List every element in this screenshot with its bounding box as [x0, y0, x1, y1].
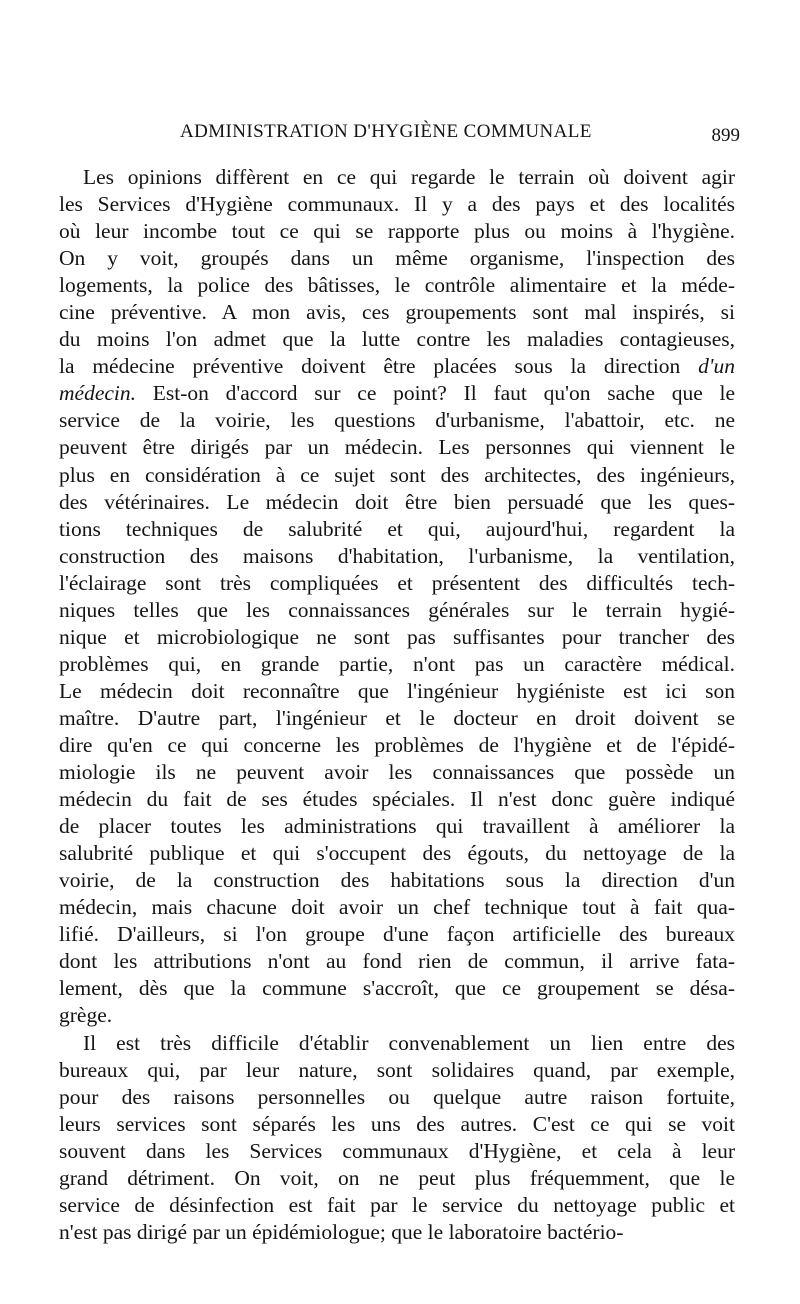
text-segment: cine préventive. A mon avis, ces groupements sont mal inspirés, si — [59, 300, 735, 325]
text-segment: construction des maisons d'habitation, l'urbanisme, la ventilation, — [59, 543, 735, 568]
text-line — [59, 570, 735, 597]
text-segment: Est-on d'accord sur ce point? Il faut qu'on sache que le — [136, 381, 735, 406]
text-segment: médecin, mais chacune doit avoir un chef technique tout à fait qua- — [59, 895, 735, 920]
text-segment: où leur incombe tout ce qui se rapporte plus ou moins à l'hygiène. — [59, 219, 735, 244]
text-segment: du moins l'on admet que la lutte contre les maladies contagieuses, — [59, 327, 735, 352]
text-line — [59, 326, 735, 353]
text-line — [59, 786, 735, 813]
text-line — [59, 516, 735, 543]
paragraph — [59, 164, 735, 1030]
text-segment: plus en considération à ce sujet sont des architectes, des ingénieurs, — [59, 462, 735, 487]
text-segment: lement, dès que la commune s'accroît, que ce groupement se désa- — [59, 976, 735, 1001]
text-line — [59, 1084, 735, 1111]
text-segment: dire qu'en ce qui concerne les problèmes de l'hygiène et de l'épidé- — [59, 732, 735, 757]
text-segment: salubrité publique et qui s'occupent des égouts, du nettoyage de la — [59, 841, 735, 866]
text-line — [59, 705, 735, 732]
text-segment: médecin du fait de ses études spéciales. Il n'est donc guère indiqué — [59, 787, 735, 812]
text-line — [59, 191, 735, 218]
text-line — [59, 651, 735, 678]
text-segment: logements, la police des bâtisses, le contrôle alimentaire et la méde- — [59, 273, 735, 298]
page-number: 899 — [711, 125, 740, 146]
text-line — [59, 867, 735, 894]
text-line — [59, 678, 735, 705]
text-segment: grège. — [59, 1003, 113, 1028]
text-line — [59, 813, 735, 840]
text-line — [59, 1057, 735, 1084]
text-segment: service de désinfection est fait par le service du nettoyage public et — [59, 1192, 735, 1217]
text-line — [59, 489, 735, 516]
text-segment: nique et microbiologique ne sont pas suffisantes pour trancher des — [59, 624, 735, 649]
text-segment: niques telles que les connaissances générales sur le terrain hygié- — [59, 597, 735, 622]
text-segment: Il est très difficile d'établir convenablement un lien entre des — [83, 1030, 735, 1055]
text-segment: pour des raisons personnelles ou quelque autre raison fortuite, — [59, 1084, 735, 1109]
text-line — [59, 1030, 735, 1057]
text-segment: n'est pas dirigé par un épidémiologue; que le laboratoire bactério- — [59, 1219, 624, 1244]
text-segment: service de la voirie, les questions d'urbanisme, l'abattoir, etc. ne — [59, 408, 735, 433]
text-segment: Les opinions diffèrent en ce qui regarde le terrain où doivent agir — [83, 165, 735, 189]
text-segment: l'éclairage sont très compliquées et présentent des difficultés tech- — [59, 570, 735, 595]
text-segment: souvent dans les Services communaux d'Hygiène, et cela à leur — [59, 1138, 735, 1163]
text-line — [59, 975, 735, 1002]
text-segment: On y voit, groupés dans un même organisme, l'inspection des — [59, 246, 735, 271]
text-line — [59, 434, 735, 461]
text-segment: lifié. D'ailleurs, si l'on groupe d'une façon artificielle des bureaux — [59, 922, 735, 947]
text-line — [59, 1111, 735, 1138]
text-segment: peuvent être dirigés par un médecin. Les personnes qui viennent le — [59, 435, 735, 460]
text-line — [59, 380, 735, 407]
text-segment: des vétérinaires. Le médecin doit être bien persuadé que les ques- — [59, 489, 735, 514]
text-line — [59, 840, 735, 867]
text-line — [59, 1138, 735, 1165]
text-line — [59, 624, 735, 651]
text-line — [59, 948, 735, 975]
text-line — [59, 245, 735, 272]
text-line — [59, 1219, 735, 1246]
paragraph — [59, 1030, 735, 1246]
text-line — [59, 1192, 735, 1219]
italic-text: médecin. — [59, 381, 137, 406]
text-segment: problèmes qui, en grande partie, n'ont pas un caractère médical. — [59, 651, 735, 676]
text-line — [59, 353, 735, 380]
text-segment: les Services d'Hygiène communaux. Il y a des pays et des localités — [59, 192, 735, 217]
text-segment: dont les attributions n'ont au fond rien de commun, il arrive fata- — [59, 949, 735, 974]
italic-text: d'un — [698, 354, 735, 379]
text-line — [59, 164, 735, 191]
text-line — [59, 732, 735, 759]
text-line — [59, 894, 735, 921]
running-title: ADMINISTRATION D'HYGIÈNE COMMUNALE — [180, 121, 592, 142]
text-line — [59, 299, 735, 326]
text-segment: grand détriment. On voit, on ne peut plus fréquemment, que le — [59, 1165, 735, 1190]
text-segment: maître. D'autre part, l'ingénieur et le docteur en droit doivent se — [59, 705, 735, 730]
text-line — [59, 543, 735, 570]
running-head — [60, 121, 740, 151]
text-line — [59, 1165, 735, 1192]
text-line — [59, 407, 735, 434]
body-text — [59, 164, 735, 1246]
text-segment: tions techniques de salubrité et qui, aujourd'hui, regardent la — [59, 516, 735, 541]
text-line — [59, 462, 735, 489]
text-line — [59, 218, 735, 245]
text-segment: bureaux qui, par leur nature, sont solidaires quand, par exemple, — [59, 1057, 735, 1082]
text-segment: leurs services sont séparés les uns des autres. C'est ce qui se voit — [59, 1111, 735, 1136]
text-line — [59, 1002, 735, 1029]
text-line — [59, 759, 735, 786]
text-line — [59, 272, 735, 299]
text-line — [59, 597, 735, 624]
text-segment: Le médecin doit reconnaître que l'ingénieur hygiéniste est ici son — [59, 678, 735, 703]
text-segment: miologie ils ne peuvent avoir les connaissances que possède un — [59, 760, 735, 785]
text-segment: la médecine préventive doivent être placées sous la direction — [59, 354, 699, 379]
text-segment: voirie, de la construction des habitations sous la direction d'un — [59, 868, 735, 893]
text-segment: de placer toutes les administrations qui travaillent à améliorer la — [59, 814, 735, 839]
text-line — [59, 921, 735, 948]
